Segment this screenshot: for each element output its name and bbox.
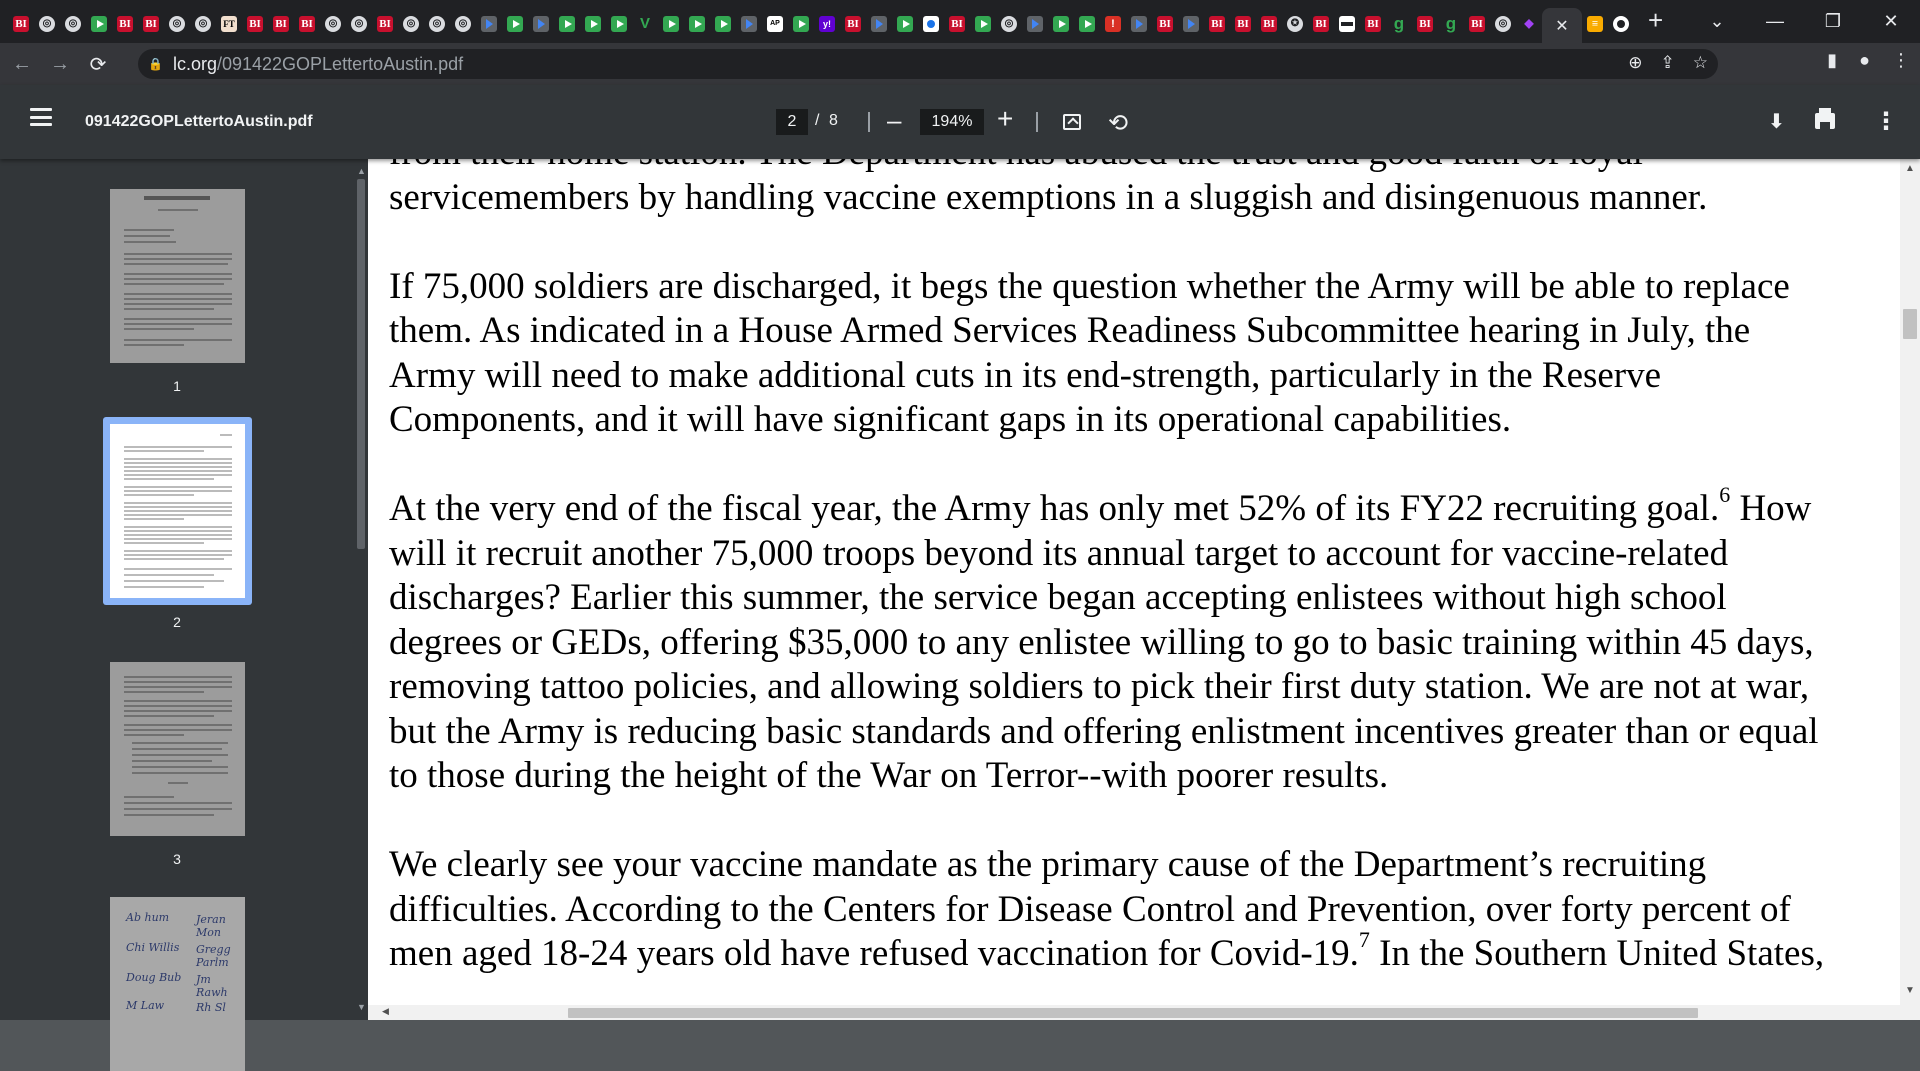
bi-logo: BI [13,16,29,32]
browser-tab[interactable] [1386,7,1412,41]
browser-tab[interactable] [1360,7,1386,41]
red-icon: ! [1105,16,1121,32]
browser-tab[interactable] [1464,7,1490,41]
browser-tab[interactable] [34,7,60,41]
browser-tab[interactable] [1022,7,1048,41]
zoom-icon[interactable]: ⊕ [1628,53,1643,72]
play-icon [1079,16,1095,32]
text-line: Components, and it will have significant gaps in its operational capabilities. [389,399,1512,440]
flag-icon [533,16,549,32]
play-icon [793,16,809,32]
browser-tab[interactable] [1178,7,1204,41]
bi-logo: BI [117,16,133,32]
side-panel-icon[interactable]: ▮ [1827,50,1838,70]
pdf-toolbar [0,85,1920,159]
bookmark-star-icon[interactable]: ☆ [1692,53,1708,72]
browser-actions [1827,50,1910,71]
browser-tab[interactable] [424,7,450,41]
text-line: Army will need to make additional cuts in its end-strength, particularly in the Reserve [389,354,1662,396]
msk-icon [1339,16,1355,32]
thumbnail-number: 1 [173,378,181,394]
flag-icon [481,16,497,32]
more-actions-icon[interactable]: ⋮ [1874,108,1898,135]
browser-tab[interactable] [372,7,398,41]
browser-tab[interactable] [1308,7,1334,41]
page-thumbnail-4[interactable] [110,897,245,1071]
scrollbar-thumb[interactable] [568,1008,1698,1018]
play-icon [585,16,601,32]
text-line: In the Southern United States, [1369,933,1825,974]
chrome-menu-icon[interactable]: ⋮ [1892,50,1910,70]
page-count: 8 [829,112,838,129]
browser-tab[interactable] [658,7,684,41]
bi-logo: BI [1365,16,1381,32]
footnote-marker[interactable]: 7 [1358,927,1370,952]
purple-icon: ◆ [1524,16,1534,30]
browser-tab[interactable] [268,7,294,41]
document-scrollbar[interactable] [1900,159,1920,1020]
browser-tab[interactable] [1582,7,1608,41]
g-icon: g [1393,13,1405,33]
ring-icon: ◎ [169,16,185,32]
browser-tab[interactable] [996,7,1022,41]
scroll-up-icon[interactable]: ▲ [1905,163,1915,174]
browser-tab[interactable] [554,7,580,41]
play-icon [611,16,627,32]
fit-to-page-icon[interactable] [1063,114,1081,130]
profile-icon[interactable]: ● [1859,50,1870,70]
text-line: At the very end of the fiscal year, the Army has only met 52% of its FY22 recruiting goal. [389,488,1720,529]
browser-tab[interactable] [1490,7,1516,41]
browser-tab[interactable] [320,7,346,41]
tab-strip [0,0,1920,43]
divider [1036,112,1038,132]
text-line: servicemembers by handling vaccine exemptions in a sluggish and disingenuous manner. [389,176,1708,218]
address-bar [0,43,1920,85]
browser-tab[interactable] [1256,7,1282,41]
close-tab-icon[interactable]: ✕ [1555,17,1569,35]
play-icon [689,16,705,32]
text-line: discharges? Earlier this summer, the service began accepting enlistees without high school [389,577,1727,618]
zoom-out-button[interactable]: – [887,105,902,135]
paragraph [389,482,1889,799]
browser-tab[interactable] [580,7,606,41]
ft-logo: FT [221,16,237,32]
browser-tab[interactable] [1100,7,1126,41]
document-text [389,131,1889,1021]
bi-logo: BI [949,16,965,32]
text-line: them. As indicated in a House Armed Services Readiness Subcommittee hearing in July, the [389,310,1751,351]
flag-icon [1183,16,1199,32]
window-controls [1688,0,1920,43]
back-icon[interactable]: ← [12,52,32,75]
signature-image: Jeran Mon [196,913,226,939]
browser-tab[interactable] [528,7,554,41]
signature-image: M Law [126,999,165,1012]
browser-tab[interactable] [502,7,528,41]
play-icon [897,16,913,32]
lock-icon[interactable]: 🔒 [148,57,163,71]
browser-tab[interactable] [918,7,944,41]
play-icon [975,16,991,32]
text-line: How [1730,488,1812,529]
browser-tab[interactable] [112,7,138,41]
yt-icon [1613,16,1629,32]
bi-logo: BI [299,16,315,32]
signature-image: Ab hum [126,911,170,924]
browser-tab[interactable] [866,7,892,41]
scrollbar-thumb[interactable] [1903,309,1917,339]
download-icon[interactable]: ⬇ [1768,111,1785,133]
browser-tab[interactable] [86,7,112,41]
new-tab-button[interactable]: + [1648,5,1664,35]
browser-tab[interactable] [944,7,970,41]
browser-tab[interactable] [684,7,710,41]
scrollbar-thumb[interactable] [357,179,365,549]
play-icon [715,16,731,32]
browser-tab[interactable] [1048,7,1074,41]
text-line: degrees or GEDs, offering $35,000 to any enlistee willing to go to basic training within 45 days, [389,621,1814,663]
reload-icon[interactable]: ⟳ [89,53,107,76]
browser-tab[interactable] [606,7,632,41]
url-actions [1628,53,1708,73]
flag-icon [1027,16,1043,32]
browser-tab[interactable] [138,7,164,41]
browser-tab[interactable] [1438,7,1464,41]
bi-logo: BI [143,16,159,32]
url-path: /091422GOPLettertoAustin.pdf [216,53,464,74]
browser-tab[interactable] [1230,7,1256,41]
signature-image: Gregg Parlm [196,943,231,969]
ring-icon: ◎ [39,16,55,32]
ring-icon: ◎ [455,16,471,32]
bi-logo: BI [377,16,393,32]
restore-icon[interactable]: ❐ [1824,11,1842,31]
browser-tab[interactable] [892,7,918,41]
zoom-in-button[interactable]: + [997,103,1014,134]
ring-icon: ◎ [195,16,211,32]
signature-image: Chi Willis [126,941,180,954]
flag-icon [1131,16,1147,32]
browser-tab[interactable] [1074,7,1100,41]
browser-tab[interactable] [398,7,424,41]
text-line: removing tattoo policies, and allowing soldiers to pick their first duty station. We are not at war, [389,666,1810,707]
browser-tab[interactable] [1608,7,1634,41]
browser-tab[interactable] [970,7,996,41]
ring-icon: ◎ [65,16,81,32]
page-thumbnail-3[interactable] [110,662,245,836]
browser-tab[interactable] [762,7,788,41]
text-line: to those during the height of the War on Terror--with poorer results. [389,755,1389,796]
browser-tab[interactable] [814,7,840,41]
ring-icon: ◎ [1001,16,1017,32]
browser-tab[interactable] [710,7,736,41]
bi-logo: BI [1235,16,1251,32]
page-separator: / [815,112,820,129]
tab-list [0,0,1663,43]
yahoo-icon: y! [819,16,835,32]
thumbnail-number: 3 [173,851,181,867]
browser-tab[interactable] [1126,7,1152,41]
signature-image: Rh Sl [196,1001,226,1014]
print-icon[interactable] [1815,113,1835,129]
rotate-icon[interactable]: ⟲ [1108,110,1129,137]
text-line: but the Army is reducing basic standards and offering enlistment incentives greater than or equal [389,710,1819,752]
signature-image: Doug Bub [126,971,182,984]
page-number-input[interactable]: 2 [776,109,808,135]
bi-logo: BI [1313,16,1329,32]
news-icon: AP [767,16,783,32]
browser-tab[interactable] [242,7,268,41]
thumbnail-sidebar [0,159,354,1020]
browser-tab[interactable] [476,7,502,41]
ring-icon: ◎ [1495,16,1511,32]
play-icon [663,16,679,32]
ring-icon: ◎ [403,16,419,32]
pdf-page [368,159,1900,1005]
browser-tab[interactable] [294,7,320,41]
share-icon[interactable]: ⇪ [1660,53,1675,72]
ring-icon: ◎ [325,16,341,32]
dot-icon [923,16,939,32]
horizontal-scrollbar[interactable] [368,1005,1900,1020]
scroll-down-icon[interactable]: ▼ [1905,985,1915,996]
starbucks-icon: ✪ [1287,16,1303,32]
signature-image: Jm Rawh [196,973,228,999]
text-line: men aged 18-24 years old have refused vaccination for Covid-19. [389,933,1359,974]
footnote-marker[interactable]: 6 [1719,482,1731,507]
text-line: will it recruit another 75,000 troops beyond its annual target to account for vaccine-related [389,532,1729,574]
browser-tab[interactable] [1282,7,1308,41]
paragraph [389,265,1889,443]
page-thumbnail-2[interactable] [103,417,252,605]
bi-logo: BI [1209,16,1225,32]
paragraph [389,843,1889,977]
scroll-left-icon[interactable]: ◀ [382,1006,389,1016]
divider [868,112,870,132]
document-title: 091422GOPLettertoAustin.pdf [85,113,313,130]
thumbnail-number: 2 [173,614,181,630]
text-line: We clearly see your vaccine mandate as the primary cause of the Department’s recruiting [389,844,1707,885]
browser-tab[interactable] [8,7,34,41]
thumbnail-heading [144,196,210,200]
v-icon: V [639,15,650,32]
bi-logo: BI [845,16,861,32]
browser-tab[interactable] [1152,7,1178,41]
play-icon [559,16,575,32]
browser-tab[interactable] [164,7,190,41]
tab-search-icon[interactable]: ⌄ [1709,11,1725,31]
browser-tab[interactable] [450,7,476,41]
flag-icon [741,16,757,32]
close-window-icon[interactable]: ✕ [1883,11,1899,31]
ring-icon: ◎ [351,16,367,32]
browser-tab[interactable] [60,7,86,41]
browser-tab[interactable] [216,7,242,41]
text-line: If 75,000 soldiers are discharged, it begs the question whether the Army will be able to replace [389,265,1790,307]
forward-icon[interactable]: → [50,52,70,75]
browser-tab[interactable] [190,7,216,41]
url-field[interactable] [138,49,1718,79]
browser-tab[interactable] [1334,7,1360,41]
scroll-down-icon[interactable]: ▼ [357,1002,366,1012]
browser-tab[interactable] [736,7,762,41]
browser-tab[interactable] [632,7,658,41]
url-text[interactable] [173,54,463,75]
sidebar-menu-icon[interactable] [30,108,52,126]
ring-icon: ◎ [429,16,445,32]
play-icon [1053,16,1069,32]
zoom-level-input[interactable]: 194% [920,109,984,135]
scroll-up-icon[interactable]: ▲ [357,166,366,176]
bi-logo: BI [273,16,289,32]
g-icon: g [1445,13,1457,33]
bi-logo: BI [1469,16,1485,32]
play-icon [91,16,107,32]
flag-icon [871,16,887,32]
bi-logo: BI [1157,16,1173,32]
browser-tab[interactable] [1204,7,1230,41]
play-icon [507,16,523,32]
url-domain: lc.org [172,53,217,74]
browser-tab[interactable] [840,7,866,41]
sidebar-scrollbar[interactable] [354,159,368,1020]
bi-logo: BI [1417,16,1433,32]
browser-tab[interactable] [1516,7,1542,41]
minimize-icon[interactable]: — [1766,11,1784,31]
bi-logo: BI [247,16,263,32]
active-browser-tab[interactable] [1542,8,1582,43]
text-line: difficulties. According to the Centers for Disease Control and Prevention, over forty percent of [389,888,1791,930]
bi-logo: BI [1261,16,1277,32]
browser-tab[interactable] [1412,7,1438,41]
orange-icon: ≡ [1587,16,1603,32]
browser-tab[interactable] [346,7,372,41]
page-thumbnail-1[interactable] [110,189,245,363]
browser-tab[interactable] [788,7,814,41]
